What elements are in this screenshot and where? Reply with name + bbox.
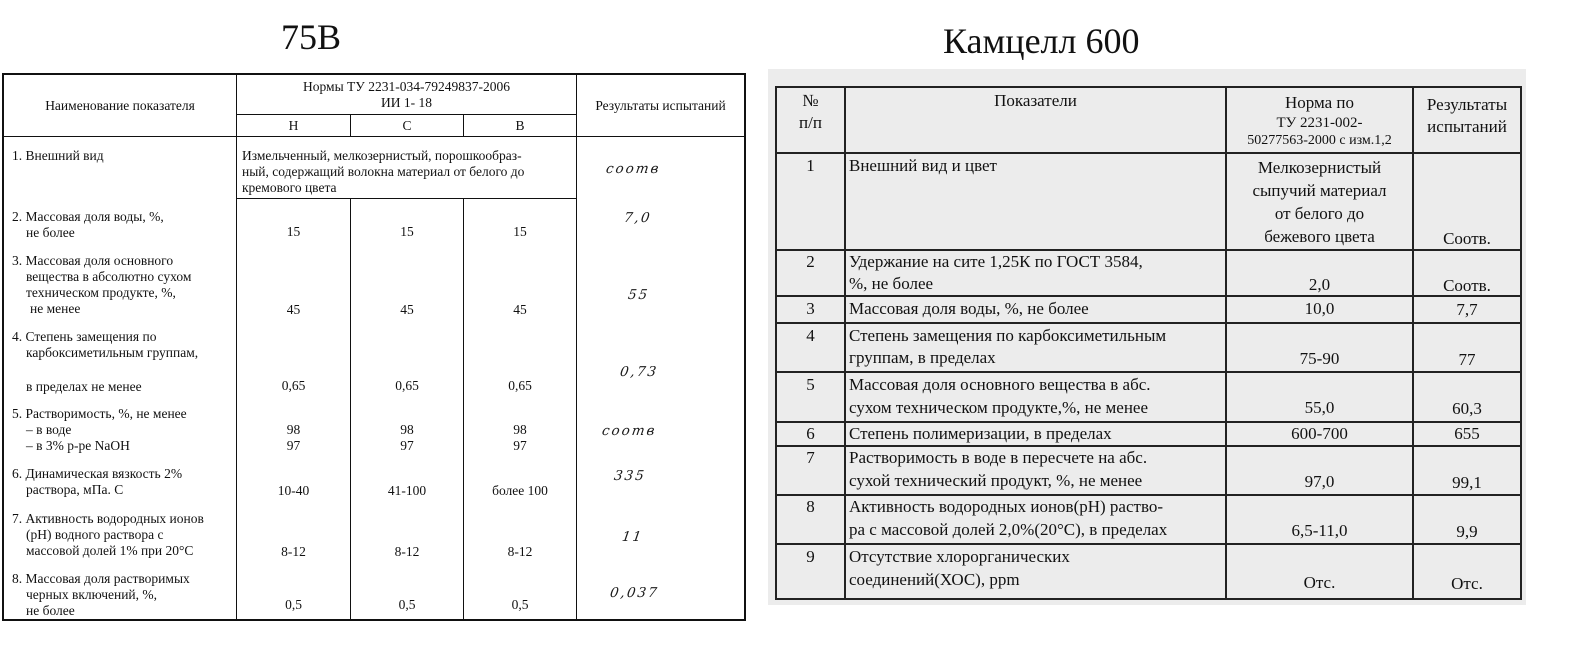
norm-span-text: ный, содержащий волокна материал от белого до [242, 164, 525, 179]
row-name: Массовая доля воды, %, не более [849, 299, 1089, 318]
norm-h: 8-12 [281, 544, 306, 559]
handwritten-result: 0,037 [608, 585, 660, 601]
header-norm: 50277563-2000 с изм.1,2 [1247, 133, 1392, 148]
row-name: 6. Динамическая вязкость 2% [12, 466, 183, 481]
row-norm: от белого до [1274, 204, 1365, 223]
row-norm: 6,5-11,0 [1291, 521, 1348, 540]
norm-b: более 100 [492, 483, 548, 498]
row-name: Степень полимеризации, в пределах [849, 424, 1112, 443]
row-name: не менее [30, 301, 81, 316]
norm-c: 41-100 [387, 483, 427, 498]
header-norm: Норма по [1284, 93, 1355, 112]
row-result: 7,7 [1456, 300, 1478, 319]
row-name: массовой долей 1% при 20°С [26, 543, 194, 558]
norm-c: 98 [400, 422, 414, 437]
row-name: карбоксиметильным группам, [26, 345, 199, 360]
subheader-c: С [402, 118, 412, 133]
norm-b: 45 [513, 302, 527, 317]
norm-h: 0,65 [281, 378, 306, 393]
row-name: %, не более [849, 274, 934, 293]
handwritten-result: 0,73 [618, 364, 660, 380]
norm-c: 8-12 [394, 544, 420, 559]
row-name: Степень замещения по карбоксиметильным [849, 326, 1167, 345]
header-norms: Нормы ТУ 2231-034-79249837-2006 [303, 79, 510, 94]
row-norm: Мелкозернистый [1257, 158, 1382, 177]
row-number: 7 [806, 448, 815, 467]
row-number: 5 [806, 375, 815, 394]
row-name: Активность водородных ионов(рН) раство- [849, 497, 1164, 516]
norm-h: 97 [286, 438, 301, 453]
norm-b: 8-12 [507, 544, 533, 559]
row-name: в пределах не менее [26, 379, 142, 394]
row-name: 2. Массовая доля воды, %, [12, 209, 164, 224]
row-norm: Отс. [1303, 573, 1336, 592]
header-number: п/п [799, 113, 822, 132]
row-name: не более [26, 225, 75, 240]
row-name: 8. Массовая доля растворимых [12, 571, 190, 586]
row-number: 1 [806, 156, 815, 175]
row-name: 5. Растворимость, %, не менее [12, 406, 187, 421]
subheader-h: Н [288, 118, 299, 133]
row-norm: сыпучий материал [1252, 181, 1387, 200]
norm-c: 45 [400, 302, 414, 317]
row-result: Отс. [1451, 574, 1483, 593]
header-results: Результаты [1426, 95, 1508, 114]
header-norm: ТУ 2231-002- [1276, 115, 1363, 131]
norm-h: 98 [286, 422, 301, 437]
right-table-title: Камцелл 600 [943, 21, 1140, 61]
header-results: Результаты испытаний [595, 98, 726, 113]
row-name: раствора, мПа. С [26, 482, 124, 497]
row-name: соединений(ХОС), ppm [849, 570, 1020, 589]
norm-h: 15 [286, 224, 301, 239]
row-result: 9,9 [1456, 522, 1478, 541]
handwritten-result: 7,0 [622, 210, 653, 226]
row-norm: 75-90 [1299, 349, 1340, 368]
row-norm: 2,0 [1308, 275, 1331, 294]
row-result: 60,3 [1452, 399, 1482, 418]
row-name: 7. Активность водородных ионов [12, 511, 204, 526]
row-norm: 97,0 [1304, 472, 1335, 491]
right-spec-scan [768, 69, 1526, 605]
row-number: 4 [806, 326, 815, 345]
norm-span-text: Измельченный, мелкозернистый, порошкообраз- [242, 148, 522, 163]
header-results: испытаний [1427, 117, 1507, 136]
right-spec-table [775, 86, 1522, 600]
row-name: Отсутствие хлорорганических [849, 547, 1070, 566]
row-number: 6 [806, 424, 815, 443]
row-norm: бежевого цвета [1264, 227, 1375, 246]
left-table-title: 75В [281, 17, 342, 57]
row-name: вещества в абсолютно сухом [26, 269, 192, 284]
norm-h: 0,5 [285, 597, 302, 612]
norm-b: 98 [513, 422, 527, 437]
norm-h: 10-40 [277, 483, 310, 498]
row-name: группам, в пределах [849, 348, 996, 367]
header-number: № [802, 91, 819, 110]
row-result: 655 [1454, 424, 1480, 443]
row-number: 9 [806, 547, 815, 566]
row-norm: 600-700 [1291, 424, 1348, 443]
row-name: Внешний вид и цвет [849, 156, 997, 175]
handwritten-result: 335 [612, 468, 647, 484]
row-norm: 10,0 [1304, 299, 1335, 318]
row-norm: 55,0 [1304, 398, 1335, 417]
norm-c: 0,5 [398, 597, 416, 612]
handwritten-result: 11 [620, 529, 645, 545]
row-name: 4. Степень замещения по [12, 329, 157, 344]
norm-b: 15 [513, 224, 527, 239]
norm-b: 0,65 [508, 378, 532, 393]
norm-h: 45 [286, 302, 301, 317]
left-spec-table [2, 73, 746, 621]
row-name: Удержание на сите 1,25К по ГОСТ 3584, [849, 252, 1143, 271]
header-norms-doc: ИИ 1- 18 [381, 95, 432, 110]
subheader-b: В [515, 118, 525, 133]
row-number: 2 [806, 252, 815, 271]
row-number: 8 [806, 497, 815, 516]
row-name: сухой технический продукт, %, не менее [849, 471, 1143, 490]
row-result: Соотв. [1443, 276, 1491, 295]
norm-b: 97 [513, 438, 527, 453]
row-name: – в 3% р-ре NaOH [26, 438, 130, 453]
row-name: ра с массовой долей 2,0%(20°С), в пределах [849, 520, 1168, 539]
row-name: сухом техническом продукте,%, не менее [849, 398, 1149, 417]
row-name: не более [26, 603, 75, 618]
row-result: 77 [1458, 350, 1476, 369]
row-name: – в воде [26, 422, 72, 437]
row-name: Растворимость в воде в пересчете на абс. [849, 448, 1148, 467]
row-number: 3 [806, 299, 815, 318]
row-name: 3. Массовая доля основного [12, 253, 174, 268]
row-name: техническом продукте, %, [26, 285, 176, 300]
handwritten-result: соотв [604, 161, 662, 177]
norm-span-text: кремового цвета [242, 180, 337, 195]
norm-c: 97 [400, 438, 414, 453]
row-name: Массовая доля основного вещества в абс. [849, 375, 1151, 394]
norm-c: 15 [400, 224, 414, 239]
row-name: (рН) водного раствора с [26, 527, 164, 542]
header-indicator: Показатели [994, 91, 1077, 110]
header-indicator-name: Наименование показателя [45, 98, 195, 113]
row-result: 99,1 [1452, 473, 1482, 492]
handwritten-result: соотв [600, 423, 658, 439]
row-name: черных включений, %, [26, 587, 158, 602]
norm-b: 0,5 [511, 597, 529, 612]
norm-c: 0,65 [395, 378, 419, 393]
handwritten-result: 55 [626, 287, 651, 303]
row-result: Соотв. [1443, 229, 1491, 248]
row-name: 1. Внешний вид [12, 148, 104, 163]
